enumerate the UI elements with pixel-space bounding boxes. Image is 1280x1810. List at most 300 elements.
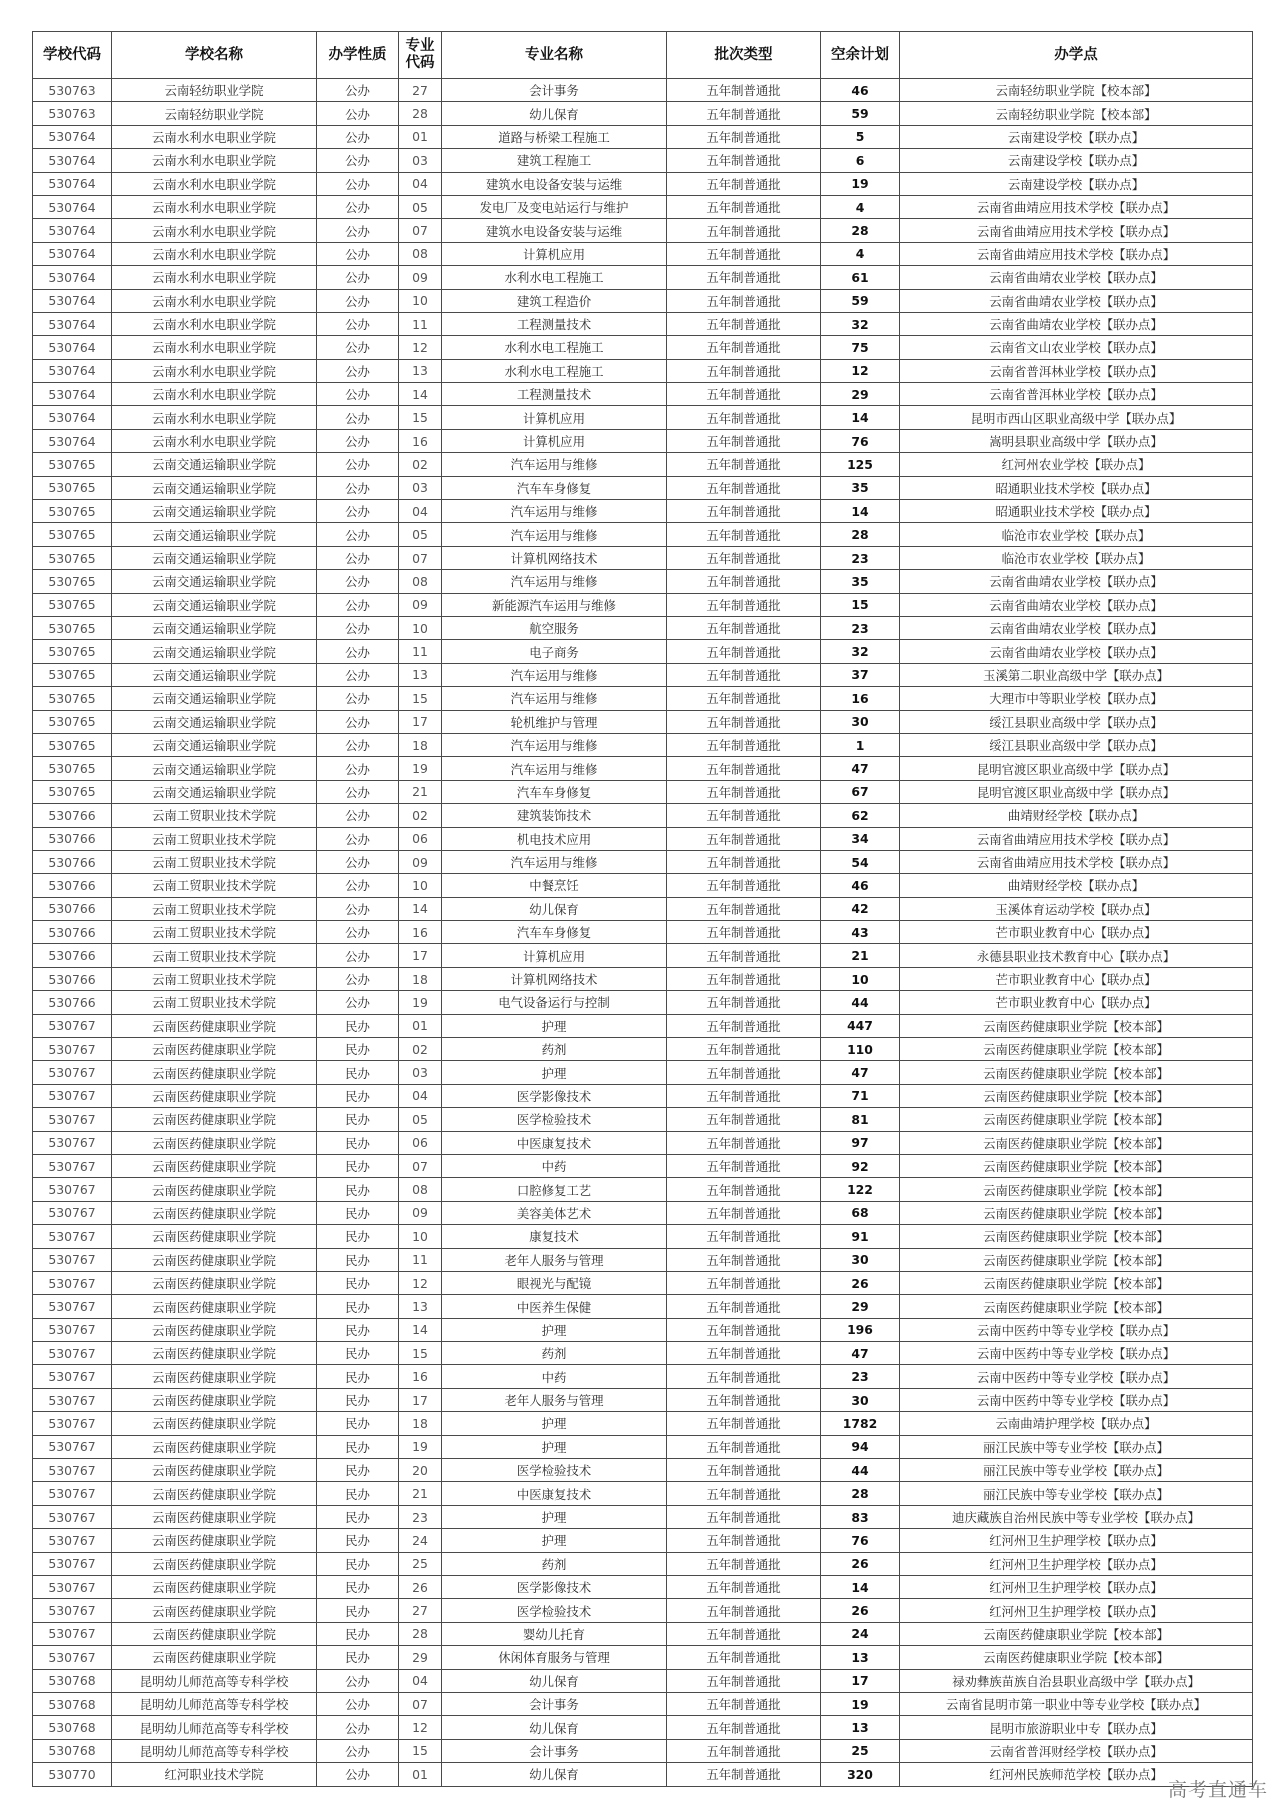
table-row xyxy=(33,1739,1253,1762)
cell-major-code: 11 xyxy=(399,1248,442,1271)
table-row xyxy=(33,1038,1253,1061)
cell-school-nature: 公办 xyxy=(317,289,399,312)
table-row xyxy=(33,1529,1253,1552)
table-row xyxy=(33,850,1253,873)
cell-vacant-plan: 29 xyxy=(821,383,900,406)
cell-campus: 红河州卫生护理学校【联办点】 xyxy=(900,1529,1253,1552)
table-row xyxy=(33,1388,1253,1411)
cell-school-code: 530767 xyxy=(33,1622,112,1645)
cell-major-code: 29 xyxy=(399,1646,442,1669)
cell-campus: 云南省曲靖应用技术学校【联办点】 xyxy=(900,242,1253,265)
table-row xyxy=(33,1225,1253,1248)
cell-major-code: 10 xyxy=(399,289,442,312)
cell-major-name: 护理 xyxy=(442,1505,667,1528)
header-major-code-text: 专业 代码 xyxy=(405,38,435,71)
cell-school-nature: 公办 xyxy=(317,710,399,733)
cell-school-code: 530764 xyxy=(33,242,112,265)
cell-school-code: 530765 xyxy=(33,593,112,616)
cell-campus: 临沧市农业学校【联办点】 xyxy=(900,546,1253,569)
cell-school-name: 云南医药健康职业学院 xyxy=(112,1178,317,1201)
cell-vacant-plan: 10 xyxy=(821,967,900,990)
cell-school-name: 云南医药健康职业学院 xyxy=(112,1622,317,1645)
table-row xyxy=(33,1505,1253,1528)
header-school-name: 学校名称 xyxy=(112,32,317,79)
cell-batch-type: 五年制普通批 xyxy=(667,1459,821,1482)
cell-vacant-plan: 6 xyxy=(821,149,900,172)
cell-major-code: 04 xyxy=(399,500,442,523)
table-row xyxy=(33,1692,1253,1715)
cell-school-name: 云南交通运输职业学院 xyxy=(112,687,317,710)
cell-campus: 云南省文山农业学校【联办点】 xyxy=(900,336,1253,359)
cell-batch-type: 五年制普通批 xyxy=(667,453,821,476)
cell-campus: 云南省曲靖农业学校【联办点】 xyxy=(900,312,1253,335)
cell-vacant-plan: 92 xyxy=(821,1154,900,1177)
cell-school-nature: 公办 xyxy=(317,219,399,242)
header-school-code: 学校代码 xyxy=(33,32,112,79)
cell-major-name: 护理 xyxy=(442,1529,667,1552)
cell-school-nature: 民办 xyxy=(317,1388,399,1411)
cell-vacant-plan: 75 xyxy=(821,336,900,359)
cell-major-name: 计算机应用 xyxy=(442,944,667,967)
cell-school-name: 云南交通运输职业学院 xyxy=(112,640,317,663)
cell-campus: 丽江民族中等专业学校【联办点】 xyxy=(900,1482,1253,1505)
cell-vacant-plan: 14 xyxy=(821,500,900,523)
table-row xyxy=(33,640,1253,663)
cell-vacant-plan: 42 xyxy=(821,897,900,920)
cell-school-code: 530767 xyxy=(33,1178,112,1201)
table-row xyxy=(33,1669,1253,1692)
cell-campus: 芒市职业教育中心【联办点】 xyxy=(900,991,1253,1014)
cell-vacant-plan: 19 xyxy=(821,1692,900,1715)
cell-batch-type: 五年制普通批 xyxy=(667,1739,821,1762)
cell-school-code: 530765 xyxy=(33,663,112,686)
cell-school-code: 530767 xyxy=(33,1154,112,1177)
cell-major-name: 建筑工程施工 xyxy=(442,149,667,172)
cell-school-nature: 公办 xyxy=(317,733,399,756)
cell-school-name: 云南水利水电职业学院 xyxy=(112,172,317,195)
cell-campus: 云南中医药中等专业学校【联办点】 xyxy=(900,1388,1253,1411)
cell-major-name: 婴幼儿托育 xyxy=(442,1622,667,1645)
cell-major-name: 汽车运用与维修 xyxy=(442,687,667,710)
cell-major-code: 09 xyxy=(399,850,442,873)
cell-major-code: 03 xyxy=(399,476,442,499)
table-row xyxy=(33,149,1253,172)
cell-major-code: 10 xyxy=(399,616,442,639)
cell-vacant-plan: 30 xyxy=(821,1248,900,1271)
cell-major-code: 06 xyxy=(399,1131,442,1154)
cell-school-name: 云南医药健康职业学院 xyxy=(112,1552,317,1575)
cell-campus: 昭通职业技术学校【联办点】 xyxy=(900,476,1253,499)
cell-major-code: 16 xyxy=(399,921,442,944)
cell-campus: 云南省普洱财经学校【联办点】 xyxy=(900,1739,1253,1762)
cell-batch-type: 五年制普通批 xyxy=(667,336,821,359)
cell-major-name: 会计事务 xyxy=(442,79,667,102)
cell-batch-type: 五年制普通批 xyxy=(667,1084,821,1107)
cell-major-name: 水利水电工程施工 xyxy=(442,266,667,289)
cell-vacant-plan: 30 xyxy=(821,710,900,733)
cell-school-code: 530766 xyxy=(33,967,112,990)
cell-school-name: 云南医药健康职业学院 xyxy=(112,1061,317,1084)
cell-school-nature: 民办 xyxy=(317,1084,399,1107)
cell-batch-type: 五年制普通批 xyxy=(667,1038,821,1061)
cell-school-nature: 公办 xyxy=(317,359,399,382)
cell-major-name: 中医康复技术 xyxy=(442,1131,667,1154)
cell-school-name: 云南医药健康职业学院 xyxy=(112,1108,317,1131)
cell-major-code: 21 xyxy=(399,1482,442,1505)
cell-batch-type: 五年制普通批 xyxy=(667,1576,821,1599)
cell-vacant-plan: 26 xyxy=(821,1599,900,1622)
header-campus: 办学点 xyxy=(900,32,1253,79)
cell-campus: 绥江县职业高级中学【联办点】 xyxy=(900,710,1253,733)
cell-batch-type: 五年制普通批 xyxy=(667,616,821,639)
header-school-nature: 办学性质 xyxy=(317,32,399,79)
cell-major-name: 幼儿保育 xyxy=(442,897,667,920)
cell-vacant-plan: 83 xyxy=(821,1505,900,1528)
cell-batch-type: 五年制普通批 xyxy=(667,1225,821,1248)
cell-campus: 丽江民族中等专业学校【联办点】 xyxy=(900,1435,1253,1458)
cell-school-code: 530764 xyxy=(33,149,112,172)
cell-campus: 云南医药健康职业学院【校本部】 xyxy=(900,1622,1253,1645)
cell-campus: 昆明官渡区职业高级中学【联办点】 xyxy=(900,780,1253,803)
cell-major-name: 电子商务 xyxy=(442,640,667,663)
cell-vacant-plan: 110 xyxy=(821,1038,900,1061)
cell-school-nature: 公办 xyxy=(317,125,399,148)
cell-major-name: 中医康复技术 xyxy=(442,1482,667,1505)
cell-school-name: 云南医药健康职业学院 xyxy=(112,1388,317,1411)
cell-major-name: 轮机维护与管理 xyxy=(442,710,667,733)
cell-campus: 云南医药健康职业学院【校本部】 xyxy=(900,1271,1253,1294)
cell-campus: 云南轻纺职业学院【校本部】 xyxy=(900,79,1253,102)
cell-school-nature: 民办 xyxy=(317,1014,399,1037)
cell-school-code: 530767 xyxy=(33,1529,112,1552)
cell-major-code: 12 xyxy=(399,1716,442,1739)
table-row xyxy=(33,1412,1253,1435)
cell-vacant-plan: 61 xyxy=(821,266,900,289)
table-row xyxy=(33,780,1253,803)
cell-vacant-plan: 13 xyxy=(821,1646,900,1669)
cell-major-name: 计算机应用 xyxy=(442,429,667,452)
cell-school-name: 云南工贸职业技术学院 xyxy=(112,804,317,827)
cell-school-name: 云南医药健康职业学院 xyxy=(112,1342,317,1365)
cell-school-nature: 民办 xyxy=(317,1435,399,1458)
table-row xyxy=(33,429,1253,452)
cell-campus: 红河州卫生护理学校【联办点】 xyxy=(900,1552,1253,1575)
cell-batch-type: 五年制普通批 xyxy=(667,1669,821,1692)
table-row xyxy=(33,1318,1253,1341)
cell-major-name: 药剂 xyxy=(442,1038,667,1061)
cell-batch-type: 五年制普通批 xyxy=(667,172,821,195)
cell-vacant-plan: 4 xyxy=(821,195,900,218)
cell-major-code: 23 xyxy=(399,1505,442,1528)
cell-school-code: 530768 xyxy=(33,1739,112,1762)
cell-school-code: 530765 xyxy=(33,687,112,710)
cell-batch-type: 五年制普通批 xyxy=(667,312,821,335)
cell-school-name: 昆明幼儿师范高等专科学校 xyxy=(112,1716,317,1739)
cell-major-name: 医学检验技术 xyxy=(442,1459,667,1482)
cell-campus: 云南省曲靖农业学校【联办点】 xyxy=(900,289,1253,312)
cell-school-code: 530764 xyxy=(33,429,112,452)
table-row xyxy=(33,500,1253,523)
table-row xyxy=(33,991,1253,1014)
cell-school-name: 云南水利水电职业学院 xyxy=(112,242,317,265)
cell-vacant-plan: 32 xyxy=(821,312,900,335)
cell-school-nature: 公办 xyxy=(317,991,399,1014)
cell-school-nature: 民办 xyxy=(317,1154,399,1177)
cell-school-nature: 公办 xyxy=(317,850,399,873)
cell-school-nature: 民办 xyxy=(317,1271,399,1294)
cell-vacant-plan: 35 xyxy=(821,570,900,593)
cell-school-code: 530767 xyxy=(33,1248,112,1271)
cell-vacant-plan: 28 xyxy=(821,219,900,242)
table-row xyxy=(33,312,1253,335)
cell-school-name: 云南工贸职业技术学院 xyxy=(112,850,317,873)
table-row xyxy=(33,1365,1253,1388)
cell-school-name: 云南医药健康职业学院 xyxy=(112,1459,317,1482)
cell-batch-type: 五年制普通批 xyxy=(667,1529,821,1552)
cell-batch-type: 五年制普通批 xyxy=(667,1482,821,1505)
cell-school-name: 昆明幼儿师范高等专科学校 xyxy=(112,1669,317,1692)
cell-school-code: 530767 xyxy=(33,1131,112,1154)
cell-batch-type: 五年制普通批 xyxy=(667,1014,821,1037)
cell-campus: 云南医药健康职业学院【校本部】 xyxy=(900,1108,1253,1131)
cell-major-code: 17 xyxy=(399,1388,442,1411)
cell-major-code: 26 xyxy=(399,1576,442,1599)
cell-school-nature: 民办 xyxy=(317,1061,399,1084)
cell-batch-type: 五年制普通批 xyxy=(667,710,821,733)
cell-school-nature: 公办 xyxy=(317,476,399,499)
cell-batch-type: 五年制普通批 xyxy=(667,1646,821,1669)
cell-campus: 云南省曲靖应用技术学校【联办点】 xyxy=(900,827,1253,850)
cell-batch-type: 五年制普通批 xyxy=(667,967,821,990)
cell-campus: 云南医药健康职业学院【校本部】 xyxy=(900,1295,1253,1318)
cell-batch-type: 五年制普通批 xyxy=(667,476,821,499)
cell-major-name: 中餐烹饪 xyxy=(442,874,667,897)
cell-school-nature: 公办 xyxy=(317,804,399,827)
cell-school-nature: 公办 xyxy=(317,780,399,803)
cell-major-code: 11 xyxy=(399,312,442,335)
table-row xyxy=(33,1716,1253,1739)
cell-major-name: 建筑装饰技术 xyxy=(442,804,667,827)
cell-major-name: 会计事务 xyxy=(442,1692,667,1715)
cell-major-name: 护理 xyxy=(442,1435,667,1458)
cell-school-nature: 公办 xyxy=(317,266,399,289)
cell-batch-type: 五年制普通批 xyxy=(667,125,821,148)
cell-school-nature: 公办 xyxy=(317,312,399,335)
cell-major-code: 09 xyxy=(399,1201,442,1224)
cell-major-name: 建筑水电设备安装与运维 xyxy=(442,219,667,242)
cell-major-name: 汽车运用与维修 xyxy=(442,523,667,546)
cell-major-code: 01 xyxy=(399,1014,442,1037)
cell-major-name: 口腔修复工艺 xyxy=(442,1178,667,1201)
cell-school-nature: 公办 xyxy=(317,500,399,523)
cell-campus: 云南省曲靖农业学校【联办点】 xyxy=(900,640,1253,663)
table-row xyxy=(33,1061,1253,1084)
cell-major-name: 电气设备运行与控制 xyxy=(442,991,667,1014)
cell-school-code: 530763 xyxy=(33,79,112,102)
cell-batch-type: 五年制普通批 xyxy=(667,640,821,663)
cell-batch-type: 五年制普通批 xyxy=(667,242,821,265)
cell-school-name: 云南工贸职业技术学院 xyxy=(112,827,317,850)
cell-campus: 云南医药健康职业学院【校本部】 xyxy=(900,1178,1253,1201)
table-row xyxy=(33,289,1253,312)
cell-school-code: 530768 xyxy=(33,1716,112,1739)
cell-batch-type: 五年制普通批 xyxy=(667,1154,821,1177)
cell-major-name: 护理 xyxy=(442,1061,667,1084)
cell-major-code: 18 xyxy=(399,1412,442,1435)
cell-campus: 绥江县职业高级中学【联办点】 xyxy=(900,733,1253,756)
cell-batch-type: 五年制普通批 xyxy=(667,1178,821,1201)
cell-campus: 曲靖财经学校【联办点】 xyxy=(900,874,1253,897)
cell-major-code: 28 xyxy=(399,102,442,125)
cell-major-name: 幼儿保育 xyxy=(442,102,667,125)
table-header-row xyxy=(33,32,1253,79)
cell-batch-type: 五年制普通批 xyxy=(667,195,821,218)
table-row xyxy=(33,593,1253,616)
cell-batch-type: 五年制普通批 xyxy=(667,1692,821,1715)
cell-batch-type: 五年制普通批 xyxy=(667,500,821,523)
cell-batch-type: 五年制普通批 xyxy=(667,1412,821,1435)
table-row xyxy=(33,219,1253,242)
cell-school-code: 530767 xyxy=(33,1318,112,1341)
cell-major-code: 14 xyxy=(399,383,442,406)
cell-school-code: 530765 xyxy=(33,546,112,569)
cell-campus: 曲靖财经学校【联办点】 xyxy=(900,804,1253,827)
cell-school-nature: 公办 xyxy=(317,593,399,616)
cell-campus: 云南轻纺职业学院【校本部】 xyxy=(900,102,1253,125)
cell-campus: 云南省普洱林业学校【联办点】 xyxy=(900,383,1253,406)
cell-major-code: 01 xyxy=(399,125,442,148)
cell-school-name: 云南医药健康职业学院 xyxy=(112,1318,317,1341)
cell-school-nature: 公办 xyxy=(317,149,399,172)
cell-major-code: 27 xyxy=(399,79,442,102)
table-row xyxy=(33,1599,1253,1622)
cell-school-name: 云南医药健康职业学院 xyxy=(112,1365,317,1388)
cell-school-code: 530767 xyxy=(33,1271,112,1294)
cell-school-nature: 公办 xyxy=(317,874,399,897)
cell-campus: 云南中医药中等专业学校【联办点】 xyxy=(900,1342,1253,1365)
cell-major-name: 医学检验技术 xyxy=(442,1599,667,1622)
table-row xyxy=(33,1178,1253,1201)
cell-school-code: 530766 xyxy=(33,874,112,897)
cell-school-name: 云南医药健康职业学院 xyxy=(112,1038,317,1061)
cell-major-code: 14 xyxy=(399,1318,442,1341)
cell-school-nature: 公办 xyxy=(317,546,399,569)
table-row xyxy=(33,476,1253,499)
cell-vacant-plan: 43 xyxy=(821,921,900,944)
cell-vacant-plan: 30 xyxy=(821,1388,900,1411)
cell-campus: 云南医药健康职业学院【校本部】 xyxy=(900,1038,1253,1061)
cell-major-name: 工程测量技术 xyxy=(442,383,667,406)
cell-major-code: 19 xyxy=(399,991,442,1014)
cell-major-name: 康复技术 xyxy=(442,1225,667,1248)
cell-school-code: 530765 xyxy=(33,757,112,780)
cell-major-code: 15 xyxy=(399,687,442,710)
cell-major-name: 计算机应用 xyxy=(442,406,667,429)
cell-major-name: 机电技术应用 xyxy=(442,827,667,850)
cell-major-name: 汽车运用与维修 xyxy=(442,850,667,873)
cell-major-code: 15 xyxy=(399,406,442,429)
cell-major-code: 02 xyxy=(399,804,442,827)
cell-batch-type: 五年制普通批 xyxy=(667,1318,821,1341)
cell-vacant-plan: 21 xyxy=(821,944,900,967)
cell-school-name: 红河职业技术学院 xyxy=(112,1763,317,1786)
cell-school-name: 云南交通运输职业学院 xyxy=(112,570,317,593)
cell-major-name: 计算机应用 xyxy=(442,242,667,265)
cell-batch-type: 五年制普通批 xyxy=(667,1061,821,1084)
cell-major-name: 眼视光与配镜 xyxy=(442,1271,667,1294)
cell-batch-type: 五年制普通批 xyxy=(667,1716,821,1739)
cell-school-code: 530767 xyxy=(33,1552,112,1575)
cell-school-nature: 公办 xyxy=(317,897,399,920)
cell-school-code: 530765 xyxy=(33,570,112,593)
cell-major-name: 建筑工程造价 xyxy=(442,289,667,312)
cell-vacant-plan: 13 xyxy=(821,1716,900,1739)
cell-school-code: 530767 xyxy=(33,1646,112,1669)
cell-school-code: 530764 xyxy=(33,266,112,289)
cell-school-nature: 公办 xyxy=(317,967,399,990)
cell-batch-type: 五年制普通批 xyxy=(667,1763,821,1786)
cell-batch-type: 五年制普通批 xyxy=(667,1622,821,1645)
cell-campus: 昆明市旅游职业中专【联办点】 xyxy=(900,1716,1253,1739)
cell-school-code: 530766 xyxy=(33,850,112,873)
cell-campus: 云南省曲靖农业学校【联办点】 xyxy=(900,266,1253,289)
cell-major-code: 13 xyxy=(399,359,442,382)
cell-major-name: 航空服务 xyxy=(442,616,667,639)
cell-vacant-plan: 23 xyxy=(821,1365,900,1388)
cell-school-nature: 公办 xyxy=(317,1669,399,1692)
cell-batch-type: 五年制普通批 xyxy=(667,991,821,1014)
table-row xyxy=(33,79,1253,102)
cell-school-nature: 民办 xyxy=(317,1318,399,1341)
cell-vacant-plan: 28 xyxy=(821,1482,900,1505)
cell-school-nature: 公办 xyxy=(317,1739,399,1762)
cell-school-name: 云南医药健康职业学院 xyxy=(112,1482,317,1505)
cell-major-name: 幼儿保育 xyxy=(442,1716,667,1739)
cell-school-code: 530766 xyxy=(33,991,112,1014)
cell-school-code: 530767 xyxy=(33,1459,112,1482)
cell-school-name: 云南医药健康职业学院 xyxy=(112,1131,317,1154)
cell-vacant-plan: 34 xyxy=(821,827,900,850)
cell-school-code: 530767 xyxy=(33,1505,112,1528)
cell-school-name: 云南水利水电职业学院 xyxy=(112,429,317,452)
cell-school-name: 云南工贸职业技术学院 xyxy=(112,921,317,944)
cell-school-code: 530767 xyxy=(33,1412,112,1435)
cell-campus: 云南医药健康职业学院【校本部】 xyxy=(900,1061,1253,1084)
cell-vacant-plan: 24 xyxy=(821,1622,900,1645)
cell-campus: 云南省曲靖农业学校【联办点】 xyxy=(900,570,1253,593)
cell-school-nature: 公办 xyxy=(317,523,399,546)
table-row xyxy=(33,944,1253,967)
cell-school-code: 530765 xyxy=(33,523,112,546)
table-row xyxy=(33,1154,1253,1177)
cell-school-code: 530767 xyxy=(33,1084,112,1107)
cell-school-code: 530764 xyxy=(33,172,112,195)
table-row xyxy=(33,710,1253,733)
cell-school-code: 530767 xyxy=(33,1061,112,1084)
cell-school-name: 云南交通运输职业学院 xyxy=(112,733,317,756)
cell-school-name: 云南水利水电职业学院 xyxy=(112,359,317,382)
cell-batch-type: 五年制普通批 xyxy=(667,1271,821,1294)
cell-campus: 玉溪体育运动学校【联办点】 xyxy=(900,897,1253,920)
table-row xyxy=(33,874,1253,897)
cell-school-code: 530763 xyxy=(33,102,112,125)
cell-school-nature: 民办 xyxy=(317,1201,399,1224)
cell-school-code: 530767 xyxy=(33,1014,112,1037)
cell-school-name: 云南工贸职业技术学院 xyxy=(112,874,317,897)
cell-campus: 红河州卫生护理学校【联办点】 xyxy=(900,1576,1253,1599)
cell-batch-type: 五年制普通批 xyxy=(667,874,821,897)
cell-major-code: 17 xyxy=(399,944,442,967)
